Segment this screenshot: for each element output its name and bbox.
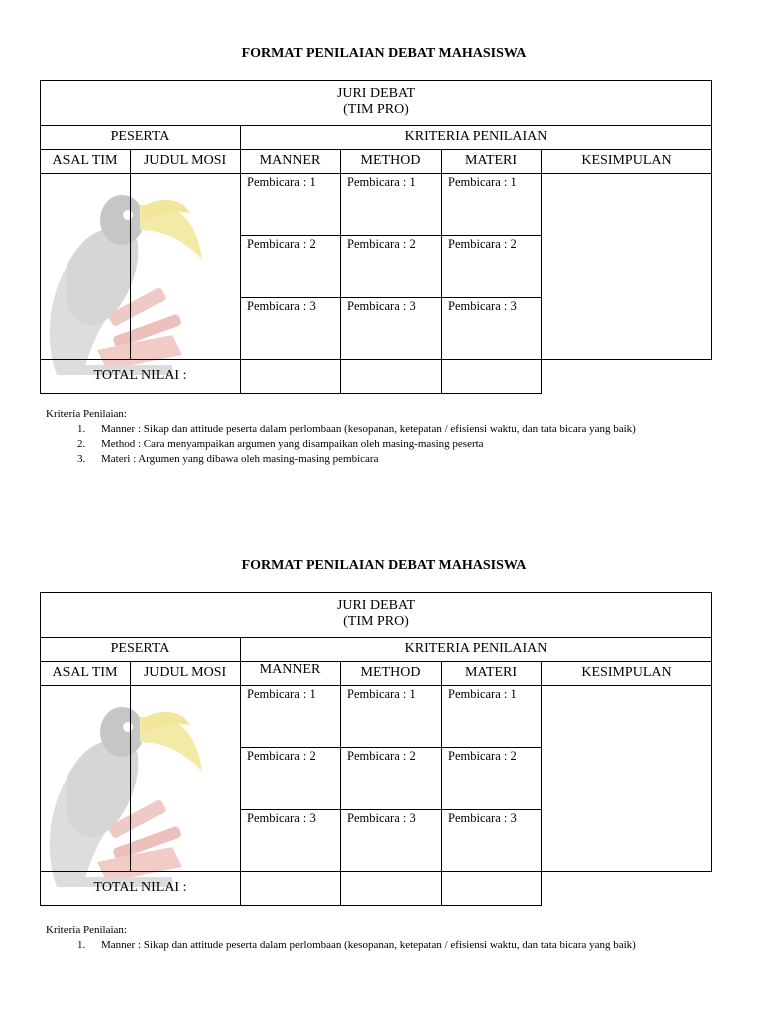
form-title: FORMAT PENILAIAN DEBAT MAHASISWA	[241, 558, 527, 573]
jury-heading-line1: JURI DEBAT	[336, 86, 416, 101]
materi-speaker-1: Pembicara : 1	[448, 687, 517, 701]
hornbill-logo-watermark	[12, 677, 212, 892]
criteria-notes	[46, 923, 722, 953]
column-header-manner: MANNER	[259, 662, 321, 677]
column-header-kesimpulan: KESIMPULAN	[581, 665, 672, 680]
criteria-list	[46, 938, 722, 953]
total-score-label: TOTAL NILAI :	[93, 880, 187, 895]
assessment-form-2	[0, 557, 768, 977]
criteria-notes-heading: Kriteria Penilaian:	[46, 924, 127, 936]
criteria-item	[46, 452, 722, 467]
method-speaker-2: Pembicara : 2	[347, 749, 416, 763]
manner-speaker-3: Pembicara : 3	[247, 299, 316, 313]
group-header-peserta: PESERTA	[110, 641, 170, 656]
hornbill-logo-watermark	[12, 165, 212, 380]
criteria-item-text: Materi : Argumen yang dibawa oleh masing-masing pembicara	[101, 453, 379, 465]
column-header-asal-tim: ASAL TIM	[52, 665, 118, 680]
manner-speaker-1: Pembicara : 1	[247, 175, 316, 189]
assessment-table	[40, 592, 712, 906]
materi-speaker-3: Pembicara : 3	[448, 811, 517, 825]
manner-speaker-2: Pembicara : 2	[247, 749, 316, 763]
method-speaker-1: Pembicara : 1	[347, 175, 416, 189]
column-header-asal-tim: ASAL TIM	[52, 153, 118, 168]
column-header-judul-mosi: JUDUL MOSI	[143, 665, 227, 680]
method-speaker-2: Pembicara : 2	[347, 237, 416, 251]
criteria-notes-heading: Kriteria Penilaian:	[46, 408, 127, 420]
materi-speaker-1: Pembicara : 1	[448, 175, 517, 189]
form-title: FORMAT PENILAIAN DEBAT MAHASISWA	[241, 46, 527, 61]
criteria-item-text: Method : Cara menyampaikan argumen yang disampaikan oleh masing-masing peserta	[101, 438, 484, 450]
column-header-materi: MATERI	[464, 665, 518, 680]
method-speaker-3: Pembicara : 3	[347, 811, 416, 825]
manner-speaker-2: Pembicara : 2	[247, 237, 316, 251]
criteria-item-number: 3.	[77, 453, 86, 465]
column-header-materi: MATERI	[464, 153, 518, 168]
jury-heading-line1: JURI DEBAT	[336, 598, 416, 613]
criteria-list	[46, 422, 722, 467]
jury-heading	[40, 598, 712, 630]
criteria-item-text: Manner : Sikap dan attitude peserta dalam perlombaan (kesopanan, ketepatan / efisiensi waktu, dan tata bicara yang baik)	[101, 423, 636, 435]
column-header-judul-mosi: JUDUL MOSI	[143, 153, 227, 168]
column-header-kesimpulan: KESIMPULAN	[581, 153, 672, 168]
column-header-method: METHOD	[360, 153, 421, 168]
jury-heading-line2: (TIM PRO)	[343, 102, 409, 117]
assessment-form-1	[0, 45, 768, 495]
column-header-method: METHOD	[360, 665, 421, 680]
materi-speaker-2: Pembicara : 2	[448, 237, 517, 251]
criteria-notes	[46, 407, 722, 467]
assessment-table	[40, 80, 712, 394]
criteria-item-number: 2.	[77, 438, 86, 450]
criteria-item-text: Manner : Sikap dan attitude peserta dalam perlombaan (kesopanan, ketepatan / efisiensi waktu, dan tata bicara yang baik)	[101, 939, 636, 951]
group-header-kriteria: KRITERIA PENILAIAN	[404, 641, 548, 656]
criteria-item	[46, 938, 722, 953]
jury-heading	[40, 86, 712, 118]
jury-heading-line2: (TIM PRO)	[343, 614, 409, 629]
manner-speaker-1: Pembicara : 1	[247, 687, 316, 701]
criteria-item	[46, 422, 722, 437]
criteria-item-number: 1.	[77, 939, 86, 951]
materi-speaker-2: Pembicara : 2	[448, 749, 517, 763]
group-header-kriteria: KRITERIA PENILAIAN	[404, 129, 548, 144]
criteria-item-number: 1.	[77, 423, 86, 435]
total-score-label: TOTAL NILAI :	[93, 368, 187, 383]
manner-speaker-3: Pembicara : 3	[247, 811, 316, 825]
criteria-item	[46, 437, 722, 452]
group-header-peserta: PESERTA	[110, 129, 170, 144]
method-speaker-1: Pembicara : 1	[347, 687, 416, 701]
column-header-manner: MANNER	[259, 153, 321, 168]
materi-speaker-3: Pembicara : 3	[448, 299, 517, 313]
method-speaker-3: Pembicara : 3	[347, 299, 416, 313]
